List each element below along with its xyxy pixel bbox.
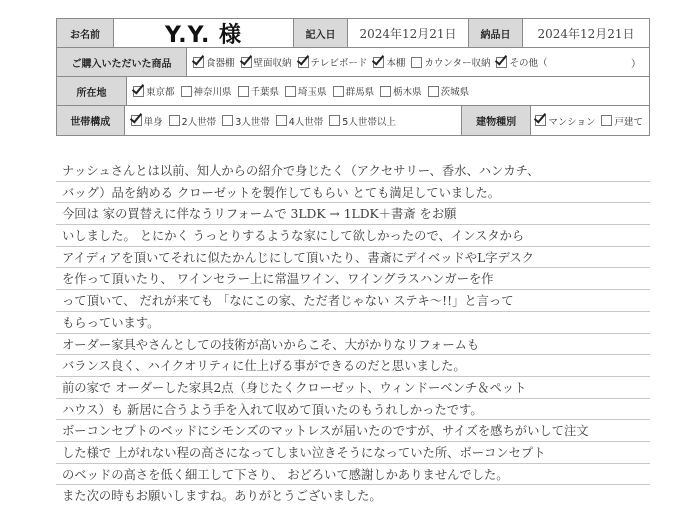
name-value xyxy=(114,19,294,47)
products-label: ご購入いただいた商品 xyxy=(57,48,187,76)
location-options xyxy=(127,77,649,105)
location-option-3[interactable] xyxy=(285,84,327,98)
location-label: 所在地 xyxy=(57,77,127,105)
comment-line: を作って頂いたり、 ワインセラー上に常温ワイン、ワイングラスハンガーを作 xyxy=(56,268,650,290)
household-option-4[interactable] xyxy=(329,114,396,128)
checkbox-icon[interactable] xyxy=(276,115,287,126)
location-option-4[interactable] xyxy=(333,84,375,98)
household-label: 世帯構成 xyxy=(57,106,125,135)
location-option-6[interactable] xyxy=(428,84,470,98)
location-option-label: 東京都 xyxy=(146,87,175,98)
location-option-label: 栃木県 xyxy=(393,87,422,98)
checkbox-icon[interactable] xyxy=(181,86,192,97)
location-option-label: 神奈川県 xyxy=(193,87,232,98)
checkbox-icon[interactable] xyxy=(333,86,344,97)
products-option-1[interactable] xyxy=(241,55,292,69)
comment-line: アイディアを頂いてそれに似たかんじにして頂いたり、書斎にデイベッドやL字デスク xyxy=(56,247,650,269)
products-option-label: テレビボード xyxy=(310,58,368,69)
checkbox-icon[interactable] xyxy=(329,115,340,126)
products-option-2[interactable] xyxy=(298,55,368,69)
products-option-3[interactable] xyxy=(373,55,405,69)
comment-area xyxy=(56,160,650,507)
comment-line: した様で 上がれない程の高さになってしまい泣きそうになっていた所、ボーコンセプト xyxy=(56,442,650,464)
comment-line: いしました。 とにかく うっとりするような家にして欲しかったので、インスタから xyxy=(56,225,650,247)
checkbox-icon[interactable] xyxy=(222,115,233,126)
comment-line: ボーコンセプトのベッドにシモンズのマットレスが届いたのですが、サイズを感ちがいして注文 xyxy=(56,420,650,442)
household-option-label: 3人世帯 xyxy=(235,116,270,128)
products-option-label: その他（ xyxy=(509,58,548,69)
household-option-3[interactable] xyxy=(276,114,324,128)
household-option-label: 4人世帯 xyxy=(288,116,324,128)
household-option-label: 単身 xyxy=(143,116,163,128)
checked-checkbox-icon[interactable] xyxy=(131,115,142,126)
checkbox-icon[interactable] xyxy=(411,57,422,68)
building-label: 建物種別 xyxy=(462,106,532,135)
location-row xyxy=(57,77,649,106)
checked-checkbox-icon[interactable] xyxy=(133,86,144,97)
location-option-label: 埼玉県 xyxy=(298,87,327,98)
checked-checkbox-icon[interactable] xyxy=(373,57,384,68)
household-option-label: 5人世帯以上 xyxy=(342,116,396,128)
products-option-0[interactable] xyxy=(193,55,235,69)
comment-line: また次の時もお願いしますね。ありがとうございました。 xyxy=(62,489,382,504)
checked-checkbox-icon[interactable] xyxy=(193,57,204,68)
products-option-label: カウンター収納 xyxy=(424,58,491,69)
checkbox-icon[interactable] xyxy=(601,115,612,126)
checkbox-icon[interactable] xyxy=(380,86,391,97)
comment-line: 前の家で オーダーした家具2点（身じたくクローゼット、ウィンドーベンチ＆ペット xyxy=(56,377,650,399)
household-option-2[interactable] xyxy=(222,114,270,128)
household-row xyxy=(57,106,649,135)
products-options xyxy=(187,48,649,76)
building-options xyxy=(531,106,649,135)
products-option-label: 食器棚 xyxy=(206,58,235,69)
products-row xyxy=(57,48,649,77)
checkbox-icon[interactable] xyxy=(238,86,249,97)
checked-checkbox-icon[interactable] xyxy=(496,57,507,68)
comment-line: ナッシュさんとは以前、知人からの紹介で身じたく（アクセサリー、香水、ハンカチ、 xyxy=(56,160,650,182)
products-option-label: 本棚 xyxy=(386,58,406,69)
products-option-5[interactable] xyxy=(496,55,547,69)
household-options xyxy=(125,106,462,135)
checked-checkbox-icon[interactable] xyxy=(241,57,252,68)
checked-checkbox-icon[interactable] xyxy=(298,57,309,68)
location-option-label: 群馬県 xyxy=(345,87,375,98)
location-option-label: 千葉県 xyxy=(250,87,280,98)
comment-line: オーダー家具やさんとしての技術が高いからこそ、大がかりなリフォームも xyxy=(56,334,650,356)
comment-line: 今回は 家の買替えに伴なうリフォームで 3LDK → 1LDK＋書斎 をお願 xyxy=(56,203,650,225)
products-option-4[interactable] xyxy=(411,55,490,69)
household-option-0[interactable] xyxy=(131,114,163,128)
name-label: お名前 xyxy=(57,19,114,47)
building-option-label: 戸建て xyxy=(614,116,643,128)
building-option-1[interactable] xyxy=(601,114,643,128)
customer-name: Y.Y. 様 xyxy=(165,22,242,48)
delivery-date-label: 納品日 xyxy=(469,19,523,47)
checked-checkbox-icon[interactable] xyxy=(535,115,546,126)
comment-line: もらっています。 xyxy=(56,312,650,334)
location-option-0[interactable] xyxy=(133,84,175,98)
location-option-2[interactable] xyxy=(238,84,280,98)
household-option-label: 2人世帯 xyxy=(181,116,217,128)
household-option-1[interactable] xyxy=(169,114,217,128)
products-other-close: ） xyxy=(631,58,641,70)
delivery-date-value: 2024年12月21日 xyxy=(537,26,635,41)
location-option-label: 茨城県 xyxy=(440,87,470,98)
location-option-5[interactable] xyxy=(380,84,422,98)
comment-line: のベッドの高さを低く細工して下さり、 おどろいて感謝しかありませんでした。 xyxy=(56,464,650,486)
comment-line: バランス良く、ハイクオリティに仕上げる事ができるのだと思いました。 xyxy=(56,355,650,377)
checkbox-icon[interactable] xyxy=(169,115,180,126)
survey-form xyxy=(56,18,650,136)
building-option-0[interactable] xyxy=(535,114,595,128)
header-row xyxy=(57,19,649,48)
comment-line: バッグ）品を納める クローゼットを製作してもらい とても満足していました。 xyxy=(56,182,650,204)
entry-date-label: 記入日 xyxy=(294,19,348,47)
checkbox-icon[interactable] xyxy=(428,86,439,97)
entry-date-value: 2024年12月21日 xyxy=(348,19,469,47)
building-option-label: マンション xyxy=(548,116,596,128)
products-option-label: 壁面収納 xyxy=(253,58,292,69)
comment-line: って頂いて、 だれが来ても 「なにこの家、ただ者じゃない ステキ〜!!」と言って xyxy=(56,290,650,312)
location-option-1[interactable] xyxy=(181,84,232,98)
checkbox-icon[interactable] xyxy=(285,86,296,97)
comment-line: ハウス）も 新居に合うよう手を入れて収めて頂いたのもうれしかったです。 xyxy=(56,399,650,421)
